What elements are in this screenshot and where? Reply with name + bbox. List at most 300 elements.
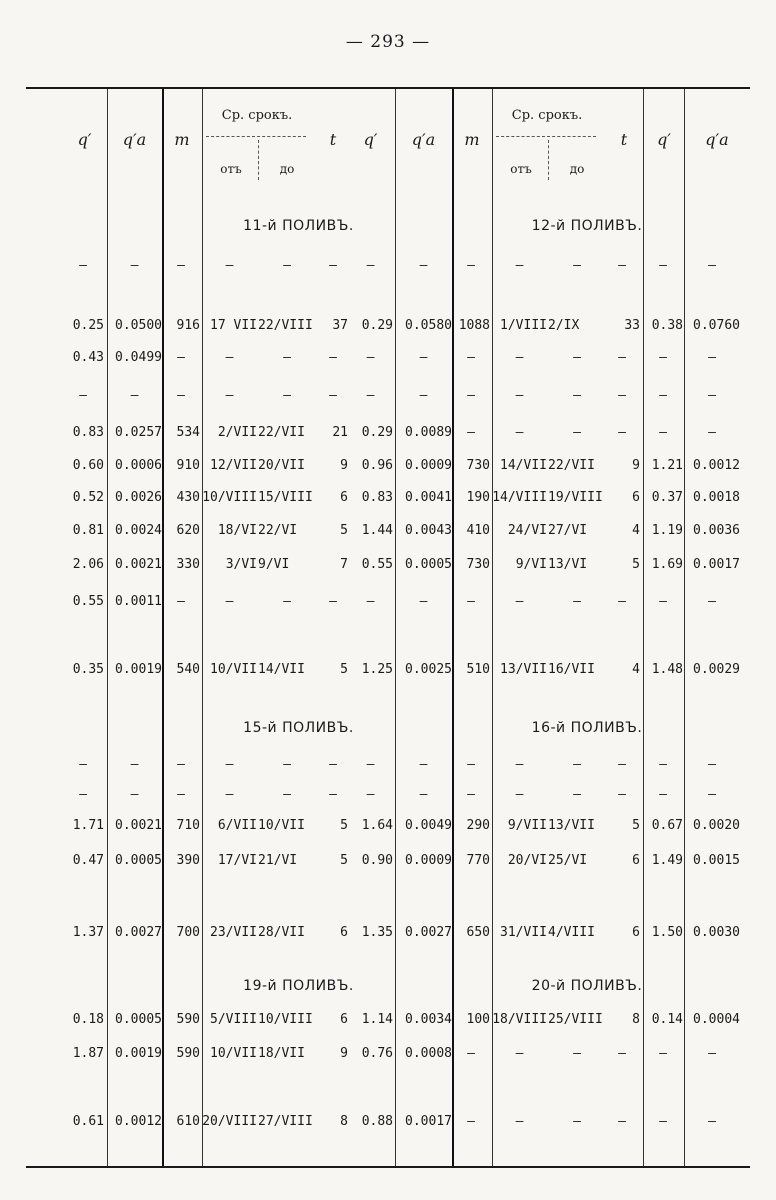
table-cell: 0.43	[72, 350, 104, 365]
table-cell: 0.0019	[115, 662, 162, 677]
table-cell: —	[515, 1114, 524, 1129]
table-cell: 21	[332, 425, 348, 440]
table-cell: —	[708, 594, 716, 609]
table-cell: 15/VIII	[258, 490, 313, 505]
table-cell: 0.67	[651, 818, 683, 833]
table-cell: —	[659, 425, 667, 440]
table-cell: 0.0018	[693, 490, 740, 505]
table-cell: 0.0580	[405, 318, 452, 333]
table-cell: 12/VII	[210, 458, 257, 473]
table-cell: —	[283, 258, 291, 273]
table-cell: 0.0008	[405, 1046, 452, 1061]
header-srok-2: Ср. срокъ.	[511, 108, 583, 123]
table-cell: 910	[176, 458, 200, 473]
table-cell: —	[618, 1046, 626, 1061]
table-cell: 5	[632, 818, 640, 833]
table-cell: 33	[624, 318, 640, 333]
table-cell: —	[515, 350, 524, 365]
table-cell: —	[467, 757, 475, 772]
table-cell: 18/VIII	[492, 1012, 547, 1027]
table-cell: 0.35	[72, 662, 104, 677]
table-cell: 28/VII	[258, 925, 305, 940]
table-cell: —	[177, 350, 185, 365]
table-cell: —	[618, 258, 626, 273]
table-cell: 9/VII	[507, 818, 547, 833]
header-srok: Ср. срокъ.	[221, 108, 293, 123]
table-cell: 0.0034	[405, 1012, 452, 1027]
table-cell: 21/VI	[258, 853, 298, 868]
table-cell: 620	[176, 523, 200, 538]
table-cell: —	[366, 594, 375, 609]
table-cell: —	[515, 757, 524, 772]
table-cell: 0.83	[72, 425, 104, 440]
table-cell: 0.88	[361, 1114, 393, 1129]
table-cell: —	[283, 388, 291, 403]
table-cell: 430	[176, 490, 200, 505]
header-underline-2	[496, 136, 596, 137]
table-cell: 27/VI	[548, 523, 588, 538]
table-cell: 710	[176, 818, 200, 833]
table-cell: —	[419, 757, 428, 772]
table-cell: —	[225, 594, 234, 609]
table-cell: 0.76	[361, 1046, 393, 1061]
table-cell: 1.19	[651, 523, 683, 538]
table-cell: —	[618, 787, 626, 802]
table-cell: —	[419, 388, 428, 403]
table-cell: —	[329, 388, 337, 403]
table-cell: —	[659, 1046, 667, 1061]
table-cell: —	[573, 258, 581, 273]
table-cell: 0.29	[361, 425, 393, 440]
table-cell: 0.38	[651, 318, 683, 333]
table-cell: —	[225, 787, 234, 802]
table-cell: —	[329, 350, 337, 365]
table-cell: 0.14	[651, 1012, 683, 1027]
table-cell: 6	[340, 925, 348, 940]
table-cell: 0.0021	[115, 557, 162, 572]
table-cell: —	[618, 388, 626, 403]
table-cell: 0.0011	[115, 594, 162, 609]
table-cell: 1.14	[361, 1012, 393, 1027]
table-cell: 1088	[458, 318, 490, 333]
table-cell: 0.0006	[115, 458, 162, 473]
table-cell: 0.0005	[405, 557, 452, 572]
table-cell: —	[177, 787, 185, 802]
table-cell: 330	[176, 557, 200, 572]
bottom-rule	[26, 1166, 750, 1168]
table-cell: 730	[466, 458, 490, 473]
header-ot-2: отъ	[510, 162, 532, 176]
table-cell: —	[79, 787, 87, 802]
table-cell: 18/VI	[217, 523, 257, 538]
table-cell: 5/VIII	[210, 1012, 257, 1027]
table-cell: 0.0012	[115, 1114, 162, 1129]
table-cell: 0.0015	[693, 853, 740, 868]
table-cell: 0.29	[361, 318, 393, 333]
table-cell: —	[225, 350, 234, 365]
table-cell: 17 VII	[210, 318, 257, 333]
table-cell: 290	[466, 818, 490, 833]
table-cell: 2.06	[72, 557, 104, 572]
table-cell: —	[515, 1046, 524, 1061]
table-cell: 37	[332, 318, 348, 333]
table-cell: 0.52	[72, 490, 104, 505]
table-cell: 2/VII	[217, 425, 257, 440]
table-cell: 5	[340, 818, 348, 833]
table-cell: 1.44	[361, 523, 393, 538]
table-cell: —	[366, 350, 375, 365]
column-divider	[202, 89, 203, 1166]
table-cell: 1.48	[651, 662, 683, 677]
table-cell: 0.0020	[693, 818, 740, 833]
table-cell: 22/VII	[258, 425, 305, 440]
table-cell: —	[79, 757, 87, 772]
table-cell: —	[618, 1114, 626, 1129]
table-cell: —	[708, 1114, 716, 1129]
table-cell: —	[283, 787, 291, 802]
table-cell: 18/VII	[258, 1046, 305, 1061]
table-cell: 24/VI	[507, 523, 547, 538]
table-cell: —	[225, 757, 234, 772]
table-cell: 0.0041	[405, 490, 452, 505]
table-cell: 0.0089	[405, 425, 452, 440]
table-cell: —	[130, 258, 139, 273]
table-cell: —	[659, 594, 667, 609]
table-cell: 10/VII	[210, 1046, 257, 1061]
table-cell: —	[283, 594, 291, 609]
table-cell: —	[366, 258, 375, 273]
table-cell: —	[467, 425, 475, 440]
table-cell: —	[573, 594, 581, 609]
table-cell: —	[659, 787, 667, 802]
header-m: m	[174, 130, 190, 149]
table-cell: 1.49	[651, 853, 683, 868]
table-cell: 6	[632, 853, 640, 868]
table-cell: 0.96	[361, 458, 393, 473]
header-do: до	[279, 162, 295, 176]
column-divider	[492, 89, 493, 1166]
table-cell: 0.25	[72, 318, 104, 333]
table-cell: —	[708, 757, 716, 772]
table-cell: 0.0005	[115, 1012, 162, 1027]
table-cell: 9	[632, 458, 640, 473]
table-cell: 1.64	[361, 818, 393, 833]
table-cell: 0.0043	[405, 523, 452, 538]
table-cell: —	[225, 388, 234, 403]
table-cell: 0.0760	[693, 318, 740, 333]
table-cell: 0.81	[72, 523, 104, 538]
table-cell: 19/VIII	[548, 490, 603, 505]
table-cell: 0.0030	[693, 925, 740, 940]
table-cell: 0.37	[651, 490, 683, 505]
table-cell: 0.90	[361, 853, 393, 868]
header-ot: отъ	[220, 162, 242, 176]
header-t-2: t	[620, 130, 628, 149]
table-cell: —	[515, 787, 524, 802]
table-cell: —	[515, 258, 524, 273]
table-cell: 22/VIII	[258, 318, 313, 333]
table-cell: 10/VII	[258, 818, 305, 833]
header-split-2	[548, 140, 549, 180]
table-cell: 6	[632, 490, 640, 505]
table-cell: —	[618, 757, 626, 772]
table-cell: —	[467, 388, 475, 403]
header-q-2: q′	[363, 130, 378, 149]
column-divider	[643, 89, 644, 1166]
section-title: 11-й ПОЛИВЪ.	[243, 218, 354, 234]
table-cell: —	[708, 350, 716, 365]
table-cell: 590	[176, 1046, 200, 1061]
table-cell: —	[366, 757, 375, 772]
table-cell: 1.21	[651, 458, 683, 473]
table-cell: —	[515, 594, 524, 609]
table-cell: 190	[466, 490, 490, 505]
table-cell: 0.18	[72, 1012, 104, 1027]
table-cell: 540	[176, 662, 200, 677]
table-cell: 1.69	[651, 557, 683, 572]
table-cell: —	[708, 258, 716, 273]
table-cell: 22/VII	[548, 458, 595, 473]
table-cell: 770	[466, 853, 490, 868]
table-cell: 6	[340, 490, 348, 505]
table-cell: 22/VI	[258, 523, 298, 538]
table-cell: 0.0029	[693, 662, 740, 677]
table-cell: 10/VIII	[258, 1012, 313, 1027]
column-divider	[107, 89, 108, 1166]
section-title: 20-й ПОЛИВЪ.	[531, 978, 643, 994]
column-divider	[395, 89, 396, 1166]
table-cell: 0.0021	[115, 818, 162, 833]
page-number: — 293 —	[345, 32, 431, 52]
table-cell: 916	[176, 318, 200, 333]
table-cell: —	[419, 787, 428, 802]
table-cell: —	[708, 425, 716, 440]
table-cell: 31/VII	[500, 925, 547, 940]
table-cell: 25/VI	[548, 853, 588, 868]
table-cell: 0.0005	[115, 853, 162, 868]
table-cell: 25/VIII	[548, 1012, 603, 1027]
table-cell: 510	[466, 662, 490, 677]
table-cell: —	[573, 388, 581, 403]
table-cell: —	[130, 388, 139, 403]
section-title: 12-й ПОЛИВЪ.	[531, 218, 643, 234]
table-cell: 1/VIII	[500, 318, 547, 333]
table-cell: —	[79, 258, 87, 273]
table-cell: —	[659, 1114, 667, 1129]
table-cell: 0.0009	[405, 853, 452, 868]
table-cell: —	[467, 1114, 475, 1129]
table-cell: 6	[340, 1012, 348, 1027]
table-cell: —	[573, 1046, 581, 1061]
header-m-2: m	[464, 130, 480, 149]
table-cell: —	[515, 425, 524, 440]
table-cell: 590	[176, 1012, 200, 1027]
table-cell: 7	[340, 557, 348, 572]
table-cell: 0.55	[361, 557, 393, 572]
table-cell: —	[467, 1046, 475, 1061]
table-cell: —	[659, 258, 667, 273]
table-cell: —	[659, 757, 667, 772]
table-cell: —	[573, 757, 581, 772]
header-t: t	[329, 130, 337, 149]
table-cell: —	[419, 258, 428, 273]
table-cell: 610	[176, 1114, 200, 1129]
table-cell: 650	[466, 925, 490, 940]
table-cell: 9/VI	[515, 557, 547, 572]
table-cell: 0.0024	[115, 523, 162, 538]
table-cell: 14/VIII	[492, 490, 547, 505]
table-cell: 0.61	[72, 1114, 104, 1129]
table-cell: 5	[340, 853, 348, 868]
table-cell: 0.0257	[115, 425, 162, 440]
table-cell: —	[329, 258, 337, 273]
table-cell: —	[573, 787, 581, 802]
header-q: q′	[77, 130, 92, 149]
table-cell: 0.0049	[405, 818, 452, 833]
table-cell: 0.55	[72, 594, 104, 609]
table-cell: —	[467, 350, 475, 365]
table-cell: —	[515, 388, 524, 403]
table-cell: 16/VII	[548, 662, 595, 677]
header-q-3: q′	[657, 130, 671, 149]
table-cell: 0.0036	[693, 523, 740, 538]
table-cell: 9	[340, 458, 348, 473]
table-cell: 6	[632, 925, 640, 940]
table-cell: 0.0025	[405, 662, 452, 677]
table-cell: —	[573, 1114, 581, 1129]
table-cell: 13/VII	[500, 662, 547, 677]
table-cell: 4	[632, 662, 640, 677]
table-cell: 0.47	[72, 853, 104, 868]
table-cell: —	[177, 388, 185, 403]
table-cell: 0.0017	[405, 1114, 452, 1129]
table-cell: —	[659, 350, 667, 365]
column-divider	[452, 89, 454, 1166]
table-cell: —	[618, 425, 626, 440]
table-cell: 1.87	[72, 1046, 104, 1061]
table-cell: —	[708, 787, 716, 802]
table-cell: 9/VI	[258, 557, 290, 572]
table-cell: 700	[176, 925, 200, 940]
section-title: 19-й ПОЛИВЪ.	[243, 978, 354, 994]
table-cell: —	[618, 594, 626, 609]
column-divider	[684, 89, 685, 1166]
table-cell: 20/VI	[507, 853, 547, 868]
table-cell: 0.0012	[693, 458, 740, 473]
table-cell: 6/VII	[217, 818, 257, 833]
header-underline	[206, 136, 306, 137]
table-cell: 390	[176, 853, 200, 868]
table-cell: —	[419, 594, 428, 609]
table-cell: —	[467, 594, 475, 609]
table-cell: 1.50	[651, 925, 683, 940]
header-qa-2: q′a	[411, 130, 436, 149]
table-cell: 13/VI	[548, 557, 588, 572]
table-cell: —	[708, 1046, 716, 1061]
table-cell: —	[366, 787, 375, 802]
table-cell: 1.37	[72, 925, 104, 940]
table-cell: 3/VI	[225, 557, 257, 572]
table-cell: 9	[340, 1046, 348, 1061]
table-cell: —	[419, 350, 428, 365]
table-cell: —	[177, 757, 185, 772]
table-cell: 534	[176, 425, 200, 440]
table-cell: 0.0026	[115, 490, 162, 505]
header-do-2: до	[569, 162, 585, 176]
table-cell: 0.0027	[405, 925, 452, 940]
table-cell: 8	[340, 1114, 348, 1129]
table-cell: 730	[466, 557, 490, 572]
table-cell: —	[79, 388, 87, 403]
table-cell: —	[467, 258, 475, 273]
table-cell: —	[283, 350, 291, 365]
table-cell: 0.0017	[693, 557, 740, 572]
table-cell: —	[283, 757, 291, 772]
table-cell: 5	[340, 523, 348, 538]
table-cell: 14/VII	[500, 458, 547, 473]
header-split	[258, 140, 259, 180]
header-qa: q′a	[122, 130, 147, 149]
table-cell: 27/VIII	[258, 1114, 313, 1129]
table-cell: 20/VIII	[202, 1114, 257, 1129]
table-cell: —	[329, 757, 337, 772]
table-cell: 410	[466, 523, 490, 538]
header-qa-3: q′a	[705, 130, 729, 149]
table-cell: 0.0027	[115, 925, 162, 940]
table-cell: —	[366, 388, 375, 403]
table-cell: 5	[340, 662, 348, 677]
table-cell: 1.35	[361, 925, 393, 940]
table-cell: —	[467, 787, 475, 802]
table-cell: 100	[466, 1012, 490, 1027]
section-title: 15-й ПОЛИВЪ.	[243, 720, 354, 736]
table-cell: —	[329, 787, 337, 802]
table-cell: 5	[632, 557, 640, 572]
table-cell: 10/VII	[210, 662, 257, 677]
section-title: 16-й ПОЛИВЪ.	[531, 720, 643, 736]
table-cell: —	[177, 594, 185, 609]
table-cell: 0.0499	[115, 350, 162, 365]
table-cell: —	[573, 350, 581, 365]
table-cell: 20/VII	[258, 458, 305, 473]
top-rule	[26, 87, 750, 89]
table-cell: 0.83	[361, 490, 393, 505]
table-cell: 1.25	[361, 662, 393, 677]
table-cell: 13/VII	[548, 818, 595, 833]
table-cell: 4/VIII	[548, 925, 595, 940]
table-cell: —	[225, 258, 234, 273]
table-cell: —	[659, 388, 667, 403]
table-cell: —	[177, 258, 185, 273]
table-cell: —	[708, 388, 716, 403]
table-cell: 1.71	[72, 818, 104, 833]
table-cell: 0.60	[72, 458, 104, 473]
table-cell: 0.0019	[115, 1046, 162, 1061]
table-cell: —	[329, 594, 337, 609]
table-cell: —	[618, 350, 626, 365]
table-cell: 14/VII	[258, 662, 305, 677]
table-cell: —	[130, 787, 139, 802]
table-cell: 0.0004	[693, 1012, 740, 1027]
table-cell: 8	[632, 1012, 640, 1027]
column-divider	[162, 89, 164, 1166]
table-cell: 10/VIII	[202, 490, 257, 505]
table-cell: 0.0009	[405, 458, 452, 473]
table-cell: 23/VII	[210, 925, 257, 940]
table-cell: —	[573, 425, 581, 440]
table-cell: 0.0500	[115, 318, 162, 333]
table-cell: 4	[632, 523, 640, 538]
